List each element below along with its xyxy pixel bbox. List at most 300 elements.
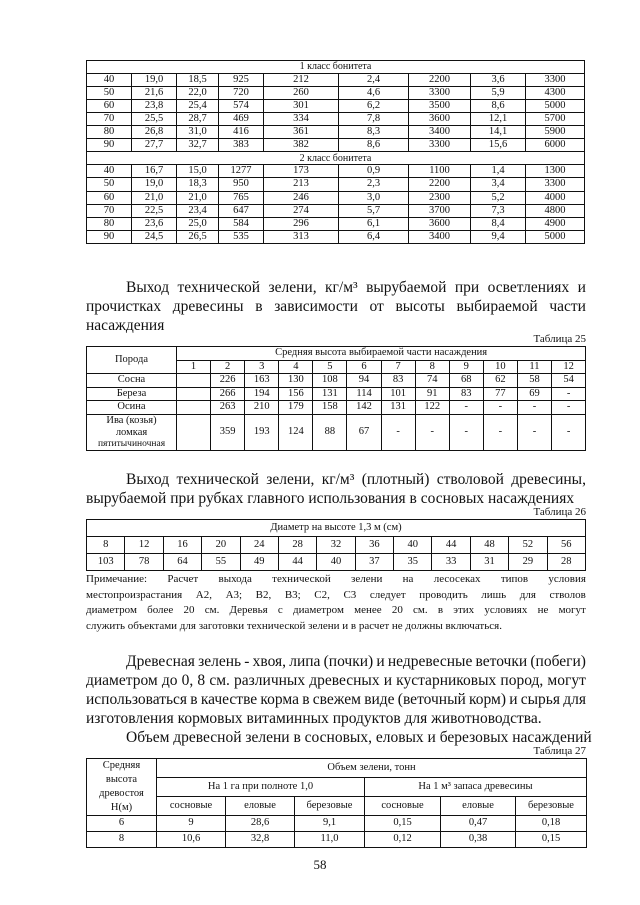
heading-line: насаждения bbox=[86, 317, 165, 334]
table-cell: 62 bbox=[483, 374, 517, 388]
table-row bbox=[87, 87, 585, 100]
table-cell: 8,4 bbox=[471, 217, 526, 230]
table-cell: 3300 bbox=[409, 139, 471, 152]
word: зелени, bbox=[266, 471, 315, 488]
table-cell: 5000 bbox=[526, 230, 585, 243]
table-cell: 3600 bbox=[409, 217, 471, 230]
species-header: еловые bbox=[226, 797, 295, 816]
diameter-cell: 48 bbox=[470, 537, 508, 554]
table-cell: 27,7 bbox=[132, 139, 177, 152]
table-cell: 91 bbox=[415, 387, 449, 401]
table-cell: 950 bbox=[219, 178, 264, 191]
table-cell: 80 bbox=[87, 217, 132, 230]
table-cell: 8,3 bbox=[339, 126, 409, 139]
table-cell: - bbox=[517, 401, 551, 415]
table-cell: 88 bbox=[313, 414, 347, 450]
table-cell: 69 bbox=[517, 387, 551, 401]
table-cell: 535 bbox=[219, 230, 264, 243]
table-cell: 296 bbox=[264, 217, 339, 230]
word: (плотный) bbox=[361, 471, 430, 488]
height-col-line: Н(м) bbox=[110, 802, 133, 813]
table-cell: 40 bbox=[87, 165, 132, 178]
word: 0, bbox=[181, 672, 194, 689]
breed-name-line: пятитычиночная bbox=[97, 438, 166, 449]
table-row bbox=[87, 230, 585, 243]
table-cell: 15,6 bbox=[471, 139, 526, 152]
word: качестве bbox=[200, 691, 258, 708]
table-row bbox=[87, 100, 585, 113]
height-header-cell: 4 bbox=[279, 360, 313, 374]
table-cell: 4800 bbox=[526, 204, 585, 217]
species-header: березовые bbox=[516, 797, 587, 816]
table-row bbox=[87, 387, 586, 401]
table-cell: 274 bbox=[264, 204, 339, 217]
table-cell: 54 bbox=[552, 374, 586, 388]
table-cell: 131 bbox=[381, 401, 415, 415]
table-cell: 0,12 bbox=[365, 832, 441, 848]
table-cell: 416 bbox=[219, 126, 264, 139]
table-cell: 67 bbox=[347, 414, 381, 450]
word: для bbox=[519, 588, 536, 601]
heading-line bbox=[86, 470, 586, 489]
word: А2, bbox=[195, 588, 212, 601]
word: Расчет bbox=[167, 573, 199, 585]
word: см. bbox=[413, 604, 428, 616]
height-col-line: древостоя bbox=[99, 788, 144, 799]
height-col-line: Средняя bbox=[102, 760, 141, 771]
table-cell: 40 bbox=[87, 74, 132, 87]
table-cell: - bbox=[552, 414, 586, 450]
note-line: служить объектами для заготовки технической зелени и в расчет не должны включаться. bbox=[86, 619, 502, 632]
height-header-cell: 11 bbox=[517, 360, 551, 374]
table-cell: 10,6 bbox=[157, 832, 226, 848]
paragraph-line: изготовления кормовых витаминных продуктов для животноводства. bbox=[86, 710, 542, 727]
table-cell: 68 bbox=[449, 374, 483, 388]
word: Древесная bbox=[126, 653, 195, 670]
word: кг/м³ bbox=[325, 279, 358, 296]
table-cell: 50 bbox=[87, 87, 132, 100]
word: свежем bbox=[312, 691, 361, 708]
word: диаметром bbox=[86, 672, 158, 689]
word: вырубаемой bbox=[366, 279, 447, 296]
word: до bbox=[161, 672, 178, 689]
table-cell: 90 bbox=[87, 139, 132, 152]
table-cell: 58 bbox=[517, 374, 551, 388]
word: лесосеках bbox=[433, 573, 481, 585]
table26-caption: Таблица 26 bbox=[533, 506, 586, 518]
table-cell: 9,1 bbox=[295, 816, 365, 832]
heading-line: вырубаемой при рубках главного использования в сосновых насаждениях bbox=[86, 490, 575, 507]
word: выбираемой bbox=[456, 298, 538, 315]
word: прочистках bbox=[86, 298, 162, 315]
table27-heading: Объем древесной зелени в сосновых, еловых и березовых насаждений bbox=[126, 729, 592, 746]
table-cell: 28,6 bbox=[226, 816, 295, 832]
table27 bbox=[86, 758, 587, 848]
height-header-cell: 12 bbox=[552, 360, 586, 374]
table-cell: 3300 bbox=[409, 87, 471, 100]
table-cell: 158 bbox=[313, 401, 347, 415]
table-cell: 28,7 bbox=[177, 113, 219, 126]
word: в bbox=[190, 691, 198, 708]
word: 20 bbox=[391, 604, 403, 616]
table-cell: 19,0 bbox=[132, 74, 177, 87]
table-cell: 83 bbox=[449, 387, 483, 401]
table-cell: 19,0 bbox=[132, 178, 177, 191]
word: Деревья bbox=[229, 604, 268, 616]
table-cell: 131 bbox=[313, 387, 347, 401]
table-cell: 193 bbox=[245, 414, 279, 450]
diameter-cell: 32 bbox=[317, 537, 355, 554]
breed-header: Порода bbox=[87, 347, 177, 374]
word: условиях bbox=[484, 604, 528, 616]
page-number: 58 bbox=[313, 857, 327, 872]
diameter-cell: 52 bbox=[509, 537, 547, 554]
table-cell: - bbox=[449, 401, 483, 415]
table-cell: 9 bbox=[157, 816, 226, 832]
table-cell: 213 bbox=[264, 178, 339, 191]
table-cell: 3,6 bbox=[471, 74, 526, 87]
table-cell: 3,0 bbox=[339, 191, 409, 204]
note-line bbox=[86, 572, 586, 588]
table-cell: 32,8 bbox=[226, 832, 295, 848]
table-cell: 0,47 bbox=[441, 816, 516, 832]
table-cell: 21,6 bbox=[132, 87, 177, 100]
diameter-cell: 40 bbox=[394, 537, 432, 554]
word: типов bbox=[500, 573, 529, 585]
table-cell: - bbox=[552, 401, 586, 415]
table-cell: 3300 bbox=[526, 178, 585, 191]
paragraph-line bbox=[86, 690, 586, 709]
table-cell: 1,4 bbox=[471, 165, 526, 178]
word: (почки) bbox=[323, 653, 374, 670]
table-cell: 90 bbox=[87, 230, 132, 243]
word: этих bbox=[453, 604, 475, 616]
table27-block bbox=[86, 758, 586, 848]
word: для bbox=[563, 691, 586, 708]
table-cell: 31,0 bbox=[177, 126, 219, 139]
word: технической bbox=[176, 471, 259, 488]
table-cell: 9,4 bbox=[471, 230, 526, 243]
table-cell: 94 bbox=[347, 374, 381, 388]
value-cell: 35 bbox=[394, 554, 432, 571]
word: диаметром bbox=[86, 604, 137, 616]
word: (побеги) bbox=[530, 653, 586, 670]
paragraph-line bbox=[86, 671, 586, 690]
table-row bbox=[87, 816, 587, 832]
table-cell: 74 bbox=[415, 374, 449, 388]
table-cell: 2200 bbox=[409, 178, 471, 191]
table-cell: 647 bbox=[219, 204, 264, 217]
table-cell: 210 bbox=[245, 401, 279, 415]
word: технической bbox=[272, 573, 331, 585]
table-row bbox=[87, 204, 585, 217]
table-cell: 11,0 bbox=[295, 832, 365, 848]
word: следует bbox=[369, 588, 406, 601]
table-cell: 3400 bbox=[409, 230, 471, 243]
height-header: Средняя высота выбираемой части насаждения bbox=[177, 347, 586, 361]
table-cell: - bbox=[381, 414, 415, 450]
note-line bbox=[86, 603, 586, 619]
word: С2, bbox=[314, 588, 330, 601]
table-cell: 2,3 bbox=[339, 178, 409, 191]
table26 bbox=[86, 519, 586, 571]
word: зависимости bbox=[274, 298, 358, 315]
table-cell: 163 bbox=[245, 374, 279, 388]
table-cell: 70 bbox=[87, 204, 132, 217]
table-cell: 6000 bbox=[526, 139, 585, 152]
word: виде bbox=[364, 691, 395, 708]
diameter-cell: 12 bbox=[125, 537, 163, 554]
table-cell: 130 bbox=[279, 374, 313, 388]
table-cell: 334 bbox=[264, 113, 339, 126]
height-header-cell: 1 bbox=[177, 360, 211, 374]
word: местопроизрастания bbox=[86, 588, 183, 601]
word: зелень bbox=[198, 653, 242, 670]
table-row bbox=[87, 74, 585, 87]
table-cell: 6,4 bbox=[339, 230, 409, 243]
breed-cell: Осина bbox=[87, 401, 177, 415]
table-cell: 22,0 bbox=[177, 87, 219, 100]
table-cell: 179 bbox=[279, 401, 313, 415]
word: см. bbox=[209, 672, 230, 689]
class-label-row bbox=[87, 152, 585, 165]
word: более bbox=[147, 604, 174, 616]
table-cell: 3500 bbox=[409, 100, 471, 113]
table-cell: 60 bbox=[87, 191, 132, 204]
value-cell: 64 bbox=[163, 554, 201, 571]
word: Выход bbox=[126, 279, 170, 296]
table-cell: - bbox=[449, 414, 483, 450]
word: 20 bbox=[183, 604, 195, 616]
word: проводить bbox=[419, 588, 468, 601]
table-cell bbox=[177, 387, 211, 401]
diameter-cell: 36 bbox=[355, 537, 393, 554]
table-cell bbox=[177, 414, 211, 450]
value-cell: 29 bbox=[509, 554, 547, 571]
table-cell: 263 bbox=[211, 401, 245, 415]
word: - bbox=[244, 653, 250, 670]
table-cell: 60 bbox=[87, 100, 132, 113]
table-cell: 925 bbox=[219, 74, 264, 87]
diameter-cell: 8 bbox=[87, 537, 125, 554]
table-cell: 3600 bbox=[409, 113, 471, 126]
breed-cell: Сосна bbox=[87, 374, 177, 388]
word: выхода bbox=[218, 573, 252, 585]
table-cell: - bbox=[483, 401, 517, 415]
word: корм) bbox=[469, 691, 506, 708]
word: (веточный bbox=[397, 691, 466, 708]
table-cell: 6 bbox=[87, 816, 157, 832]
word: в bbox=[255, 298, 263, 315]
table-cell: 3700 bbox=[409, 204, 471, 217]
table-cell: 5,9 bbox=[471, 87, 526, 100]
word: не bbox=[537, 604, 549, 616]
table25 bbox=[86, 346, 586, 451]
table25-caption: Таблица 25 bbox=[533, 333, 586, 345]
word: С3 bbox=[343, 588, 357, 601]
species-header: сосновые bbox=[365, 797, 441, 816]
word: лишь bbox=[481, 588, 507, 601]
table-cell: 382 bbox=[264, 139, 339, 152]
value-cell: 40 bbox=[317, 554, 355, 571]
word: древесных bbox=[309, 672, 380, 689]
table-cell: 574 bbox=[219, 100, 264, 113]
table-cell: 7,8 bbox=[339, 113, 409, 126]
table-cell: 5,2 bbox=[471, 191, 526, 204]
word: В2, bbox=[255, 588, 272, 601]
table-cell: 26,8 bbox=[132, 126, 177, 139]
table-row bbox=[87, 374, 586, 388]
table-cell: 8,6 bbox=[339, 139, 409, 152]
table-cell: 2,4 bbox=[339, 74, 409, 87]
class-label: 2 класс бонитета bbox=[87, 152, 585, 165]
word: менее bbox=[354, 604, 382, 616]
table-cell: 4,6 bbox=[339, 87, 409, 100]
value-cell: 33 bbox=[432, 554, 470, 571]
word: и bbox=[577, 279, 586, 296]
table-cell: 6,1 bbox=[339, 217, 409, 230]
table-cell: 584 bbox=[219, 217, 264, 230]
table-cell: - bbox=[415, 414, 449, 450]
word: веточки bbox=[475, 653, 528, 670]
table-cell: 0,15 bbox=[365, 816, 441, 832]
diameter-header: Диаметр на высоте 1,3 м (см) bbox=[87, 520, 586, 537]
word: кустарниковых bbox=[396, 672, 497, 689]
table-cell: 5900 bbox=[526, 126, 585, 139]
table-cell bbox=[177, 374, 211, 388]
table-row bbox=[87, 126, 585, 139]
word: различных bbox=[234, 672, 306, 689]
table-cell: 361 bbox=[264, 126, 339, 139]
table-cell: 6,2 bbox=[339, 100, 409, 113]
height-header-cell: 2 bbox=[211, 360, 245, 374]
word: см. bbox=[204, 604, 220, 616]
table-cell: 50 bbox=[87, 178, 132, 191]
diameter-cell: 20 bbox=[202, 537, 240, 554]
table26-block bbox=[86, 519, 586, 571]
class-label-row bbox=[87, 61, 585, 74]
table-cell: 301 bbox=[264, 100, 339, 113]
table-cell: 4900 bbox=[526, 217, 585, 230]
table-cell: 0,18 bbox=[516, 816, 587, 832]
table-cell: 83 bbox=[381, 374, 415, 388]
table-cell: 3400 bbox=[409, 126, 471, 139]
word: древесины, bbox=[511, 471, 586, 488]
table25-heading bbox=[86, 278, 586, 335]
table-row bbox=[87, 191, 585, 204]
heading-line bbox=[86, 297, 586, 316]
height-header-cell: 8 bbox=[415, 360, 449, 374]
table-cell: 23,4 bbox=[177, 204, 219, 217]
table-cell: 23,6 bbox=[132, 217, 177, 230]
breed-cell bbox=[87, 414, 177, 450]
value-cell: 37 bbox=[355, 554, 393, 571]
table-cell: 32,7 bbox=[177, 139, 219, 152]
height-header-cell: 6 bbox=[347, 360, 381, 374]
table-cell: 5000 bbox=[526, 100, 585, 113]
value-cell: 78 bbox=[125, 554, 163, 571]
table-cell: 2200 bbox=[409, 74, 471, 87]
diameter-cell: 16 bbox=[163, 537, 201, 554]
height-header-cell: 5 bbox=[313, 360, 347, 374]
table-cell: 212 bbox=[264, 74, 339, 87]
word: на bbox=[402, 573, 414, 585]
diameter-cell: 24 bbox=[240, 537, 278, 554]
table-cell: 122 bbox=[415, 401, 449, 415]
word: могут bbox=[558, 604, 586, 616]
table-cell: 1277 bbox=[219, 165, 264, 178]
word: 8 bbox=[197, 672, 206, 689]
breed-name-line: ломкая bbox=[115, 426, 148, 438]
table-cell: 246 bbox=[264, 191, 339, 204]
word: В3; bbox=[284, 588, 301, 601]
heading-line bbox=[86, 278, 586, 297]
word: в bbox=[302, 691, 310, 708]
table-cell: 25,4 bbox=[177, 100, 219, 113]
value-cell: 28 bbox=[547, 554, 586, 571]
height-col-line: высота bbox=[105, 774, 138, 785]
word: сырья bbox=[520, 691, 560, 708]
table-cell: 124 bbox=[279, 414, 313, 450]
table-cell: 7,3 bbox=[471, 204, 526, 217]
table-cell: 12,1 bbox=[471, 113, 526, 126]
table-cell: 108 bbox=[313, 374, 347, 388]
table-cell: 194 bbox=[245, 387, 279, 401]
word: древесины bbox=[172, 298, 244, 315]
word: А3; bbox=[225, 588, 243, 601]
table-cell: 5,7 bbox=[339, 204, 409, 217]
table-cell: 383 bbox=[219, 139, 264, 152]
height-header-cell: 9 bbox=[449, 360, 483, 374]
word: кг/м³ bbox=[321, 471, 355, 488]
word: и bbox=[376, 653, 385, 670]
diameter-cell: 44 bbox=[432, 537, 470, 554]
word: высоты bbox=[395, 298, 445, 315]
species-header: березовые bbox=[295, 797, 365, 816]
word: зелени, bbox=[268, 279, 317, 296]
paragraph-line bbox=[86, 652, 586, 671]
table-cell: 313 bbox=[264, 230, 339, 243]
table-cell: - bbox=[517, 414, 551, 450]
word: Примечание: bbox=[86, 573, 148, 585]
word: с bbox=[277, 604, 283, 616]
table-cell: 18,5 bbox=[177, 74, 219, 87]
table-cell: 8 bbox=[87, 832, 157, 848]
word: использоваться bbox=[86, 691, 188, 708]
table-cell: 0,15 bbox=[516, 832, 587, 848]
word: и bbox=[383, 672, 393, 689]
table-row bbox=[87, 139, 585, 152]
table-cell: 21,0 bbox=[177, 191, 219, 204]
table-row bbox=[87, 178, 585, 191]
table-cell: 15,0 bbox=[177, 165, 219, 178]
table-row bbox=[87, 165, 585, 178]
table-cell: 14,1 bbox=[471, 126, 526, 139]
word: части bbox=[549, 298, 586, 315]
word: в bbox=[437, 604, 444, 616]
body-paragraph bbox=[86, 652, 592, 747]
word: корма bbox=[260, 691, 300, 708]
table-cell: 5700 bbox=[526, 113, 585, 126]
table-cell: 142 bbox=[347, 401, 381, 415]
word: условия bbox=[548, 573, 586, 585]
value-cell: 44 bbox=[278, 554, 316, 571]
table-cell: 1300 bbox=[526, 165, 585, 178]
word: зелени bbox=[351, 573, 383, 585]
table-cell: 70 bbox=[87, 113, 132, 126]
table-cell: 4000 bbox=[526, 191, 585, 204]
table-cell: 77 bbox=[483, 387, 517, 401]
